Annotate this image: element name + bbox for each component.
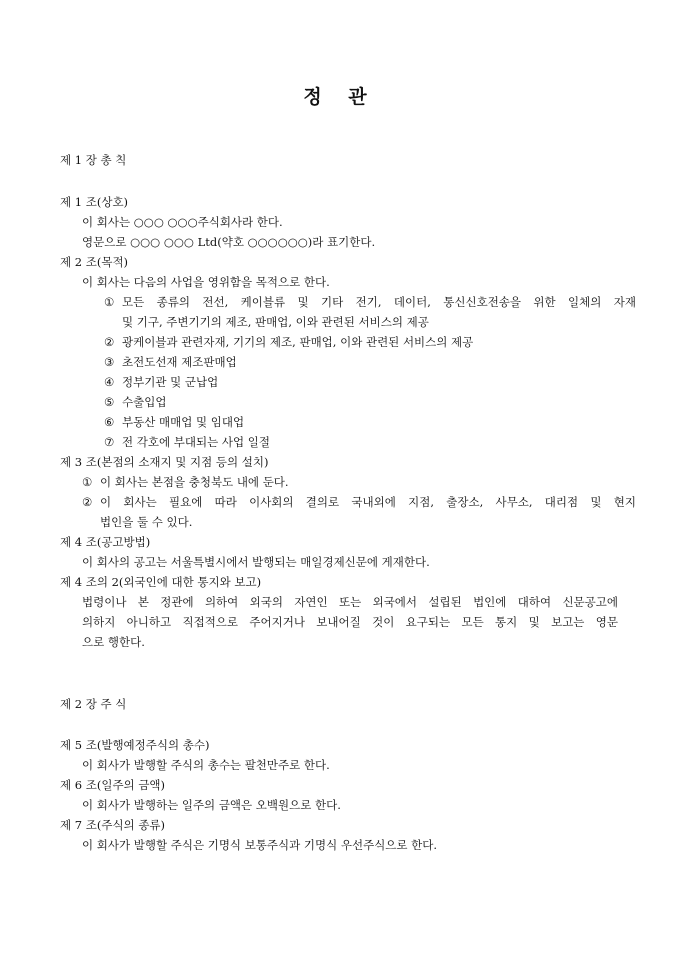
article-1-line-1: 이 회사는 ○○○ ○○○주식회사라 한다. — [82, 215, 283, 229]
chapter-1-heading: 제 1 장 총 칙 — [60, 153, 127, 167]
article-2-item — [104, 434, 270, 450]
item-text: 광케이블과 관련자재, 기기의 제조, 판매업, 이와 관련된 서비스의 제공 — [122, 335, 474, 349]
article-4-2-heading: 제 4 조의 2(외국인에 대한 통지와 보고) — [60, 575, 262, 589]
article-2-item — [104, 294, 636, 310]
article-2-item-continuation: 및 기구, 주변기기의 제조, 판매업, 이와 관련된 서비스의 제공 — [122, 315, 429, 329]
article-1-line-2: 영문으로 ○○○ ○○○ Ltd(약호 ○○○○○○)라 표기한다. — [82, 235, 376, 249]
item-marker: ⑥ — [104, 415, 115, 429]
item-marker: ④ — [104, 375, 115, 389]
article-4-heading: 제 4 조(공고방법) — [60, 535, 151, 549]
article-1-heading: 제 1 조(상호) — [60, 195, 129, 209]
article-2-item — [104, 394, 166, 410]
item-text: 이 회사는 본점을 충청북도 내에 둔다. — [100, 475, 289, 489]
item-text: 모든 종류의 전선, 케이블류 및 기타 전기, 데이터, 통신신호전송을 위한 일체의 자재 — [122, 295, 636, 309]
item-text: 수출입업 — [122, 395, 167, 409]
article-6-line-1: 이 회사가 발행하는 일주의 금액은 오백원으로 한다. — [82, 798, 341, 812]
article-3-item — [82, 494, 636, 510]
article-3-item — [82, 474, 289, 490]
article-2-item — [104, 354, 237, 370]
article-4-2-line-1: 법령이나 본 정관에 의하여 외국의 자연인 또는 외국에서 설립된 법인에 대하여 신문공고에 — [82, 595, 618, 609]
item-text: 초전도선재 제조판매업 — [122, 355, 237, 369]
article-4-line-1: 이 회사의 공고는 서울특별시에서 발행되는 매일경제신문에 게재한다. — [82, 555, 430, 569]
article-3-heading: 제 3 조(본점의 소재지 및 지점 등의 설치) — [60, 455, 269, 469]
article-2-heading: 제 2 조(목적) — [60, 255, 129, 269]
article-2-item — [104, 414, 244, 430]
article-4-2-line-2: 의하지 아니하고 직접적으로 주어지거나 보내어질 것이 요구되는 모든 통지 및 보고는 영문 — [82, 615, 618, 629]
article-5-line-1: 이 회사가 발행할 주식의 총수는 팔천만주로 한다. — [82, 758, 330, 772]
item-marker: ① — [104, 295, 115, 309]
article-2-intro: 이 회사는 다음의 사업을 영위함을 목적으로 한다. — [82, 275, 330, 289]
item-marker: ② — [104, 335, 115, 349]
article-6-heading: 제 6 조(일주의 금액) — [60, 778, 166, 792]
item-text: 부동산 매매업 및 임대업 — [122, 415, 245, 429]
item-marker: ② — [82, 495, 93, 509]
article-2-item — [104, 374, 218, 390]
document-title: 정 관 — [303, 86, 377, 108]
item-marker: ① — [82, 475, 93, 489]
article-2-item — [104, 334, 473, 350]
chapter-2-heading: 제 2 장 주 식 — [60, 697, 127, 711]
item-marker: ③ — [104, 355, 115, 369]
item-text: 이 회사는 필요에 따라 이사회의 결의로 국내외에 지점, 출장소, 사무소, 대리점 및 현지 — [100, 495, 636, 509]
item-text: 정부기관 및 군납업 — [122, 375, 219, 389]
article-7-line-1: 이 회사가 발행할 주식은 기명식 보통주식과 기명식 우선주식으로 한다. — [82, 838, 438, 852]
item-text: 전 각호에 부대되는 사업 일절 — [122, 435, 270, 449]
item-marker: ⑤ — [104, 395, 115, 409]
article-5-heading: 제 5 조(발행예정주식의 총수) — [60, 738, 210, 752]
article-3-item-continuation: 법인을 둘 수 있다. — [100, 515, 193, 529]
article-7-heading: 제 7 조(주식의 종류) — [60, 818, 166, 832]
item-marker: ⑦ — [104, 435, 115, 449]
article-4-2-line-3: 으로 행한다. — [82, 635, 145, 649]
